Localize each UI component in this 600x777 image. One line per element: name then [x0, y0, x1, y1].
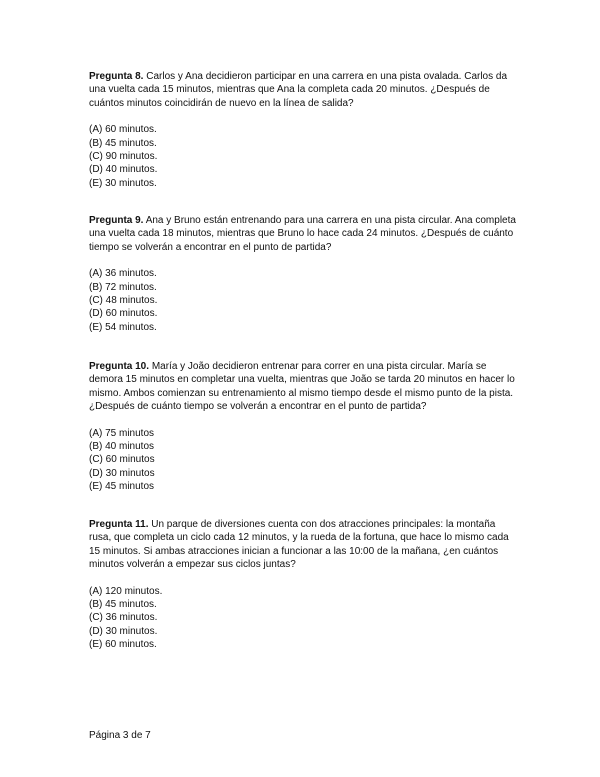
question-11-label: Pregunta 11. [89, 519, 149, 530]
question-11-options [89, 585, 519, 652]
answer-option: (A) 120 minutos. [89, 585, 163, 597]
question-8-body: Carlos y Ana decidieron participar en una carrera en una pista ovalada. Carlos da una vuelta cada 15 minutos, mientras que Ana la completa cada 20 minutos. ¿Después de cuántos minutos coincidirán de nuevo en la línea de salida? [89, 71, 508, 109]
question-9 [89, 214, 519, 334]
answer-option: (C) 60 minutos [89, 454, 155, 466]
answer-option: (A) 75 minutos [89, 427, 155, 439]
question-10-body: María y João decidieron entrenar para correr en una pista circular. María se demora 15 minutos en completar una vuelta, mientras que João se tarda 20 minutos en hacer lo mismo. Ambos comienzan su entrenamiento al mismo tiempo desde el mismo punto de la pista. ¿Después de cuánto tiempo se volverán a encontrar en el punto de partida? [89, 361, 515, 413]
answer-option: (C) 36 minutos. [89, 612, 158, 624]
answer-option: (D) 30 minutos. [89, 625, 158, 637]
answer-option: (E) 45 minutos [89, 481, 155, 493]
question-10 [89, 360, 519, 494]
answer-option: (A) 60 minutos. [89, 124, 157, 136]
question-9-text [89, 214, 519, 254]
question-10-text [89, 360, 519, 414]
question-10-options [89, 427, 519, 494]
answer-option: (D) 60 minutos. [89, 308, 158, 320]
answer-option: (B) 45 minutos. [89, 137, 157, 149]
question-9-options [89, 267, 519, 334]
question-11-text [89, 518, 519, 572]
answer-option: (A) 36 minutos. [89, 268, 157, 280]
answer-option: (C) 90 minutos. [89, 151, 158, 163]
answer-option: (B) 72 minutos. [89, 281, 157, 293]
answer-option: (E) 54 minutos. [89, 321, 157, 333]
answer-option: (C) 48 minutos. [89, 295, 158, 307]
question-9-label: Pregunta 9. [89, 215, 144, 226]
answer-option: (B) 45 minutos. [89, 599, 157, 611]
question-9-body: Ana y Bruno están entrenando para una carrera en una pista circular. Ana completa una vuelta cada 18 minutos, mientras que Bruno lo hace cada 24 minutos. ¿Después de cuánto tiempo se volverán a encontrar en el punto de partida? [89, 215, 516, 253]
question-8 [89, 70, 519, 190]
question-11-body: Un parque de diversiones cuenta con dos atracciones principales: la montaña rusa, que completa un ciclo cada 12 minutos, y la rueda de la fortuna, que hace lo mismo cada 15 minutos. Si ambas atracciones inician a funcionar a las 10:00 de la mañana, ¿en cuántos minutos volverán a empezar sus ciclos juntas? [89, 519, 509, 571]
answer-option: (D) 40 minutos. [89, 164, 158, 176]
answer-option: (D) 30 minutos [89, 467, 155, 479]
question-8-label: Pregunta 8. [89, 71, 144, 82]
answer-option: (B) 40 minutos [89, 441, 155, 453]
question-8-options [89, 123, 519, 190]
question-11 [89, 518, 519, 652]
page-number: Página 3 de 7 [89, 730, 151, 741]
question-8-text [89, 70, 519, 110]
answer-option: (E) 60 minutos. [89, 639, 157, 651]
question-10-label: Pregunta 10. [89, 361, 150, 372]
answer-option: (E) 30 minutos. [89, 177, 157, 189]
